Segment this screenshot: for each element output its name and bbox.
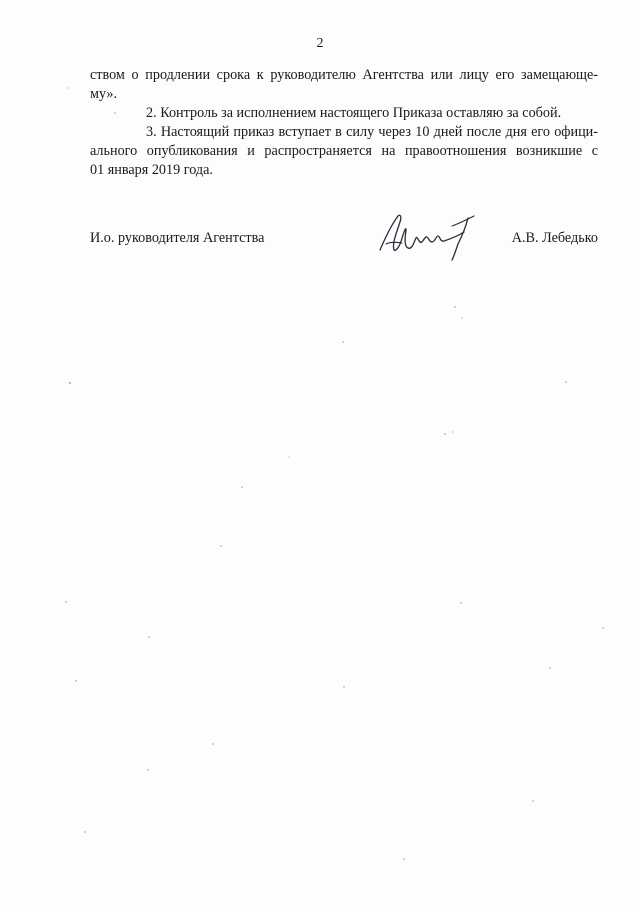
signatory-position: И.о. руководителя Агентства	[90, 230, 265, 246]
document-body	[90, 66, 598, 180]
continuation-line: ством о продлении срока к руководителю Агентства или лицу его замещающе-	[90, 67, 598, 83]
signature-block	[90, 228, 598, 268]
handwritten-signature	[372, 206, 482, 266]
paragraph-effect-line: 01 января 2019 года.	[90, 162, 213, 178]
continuation-line: му».	[90, 86, 118, 102]
paragraph-effect-line: ального опубликования и распространяется на правоотношения возникшие с	[90, 143, 598, 159]
page-number: 2	[316, 36, 324, 51]
paragraph-control: 2. Контроль за исполнением настоящего Приказа оставляю за собой.	[146, 105, 562, 121]
signatory-name: А.В. Лебедько	[511, 230, 598, 246]
paragraph-effect-line: 3. Настоящий приказ вступает в силу через 10 дней после дня его офици-	[146, 124, 598, 140]
